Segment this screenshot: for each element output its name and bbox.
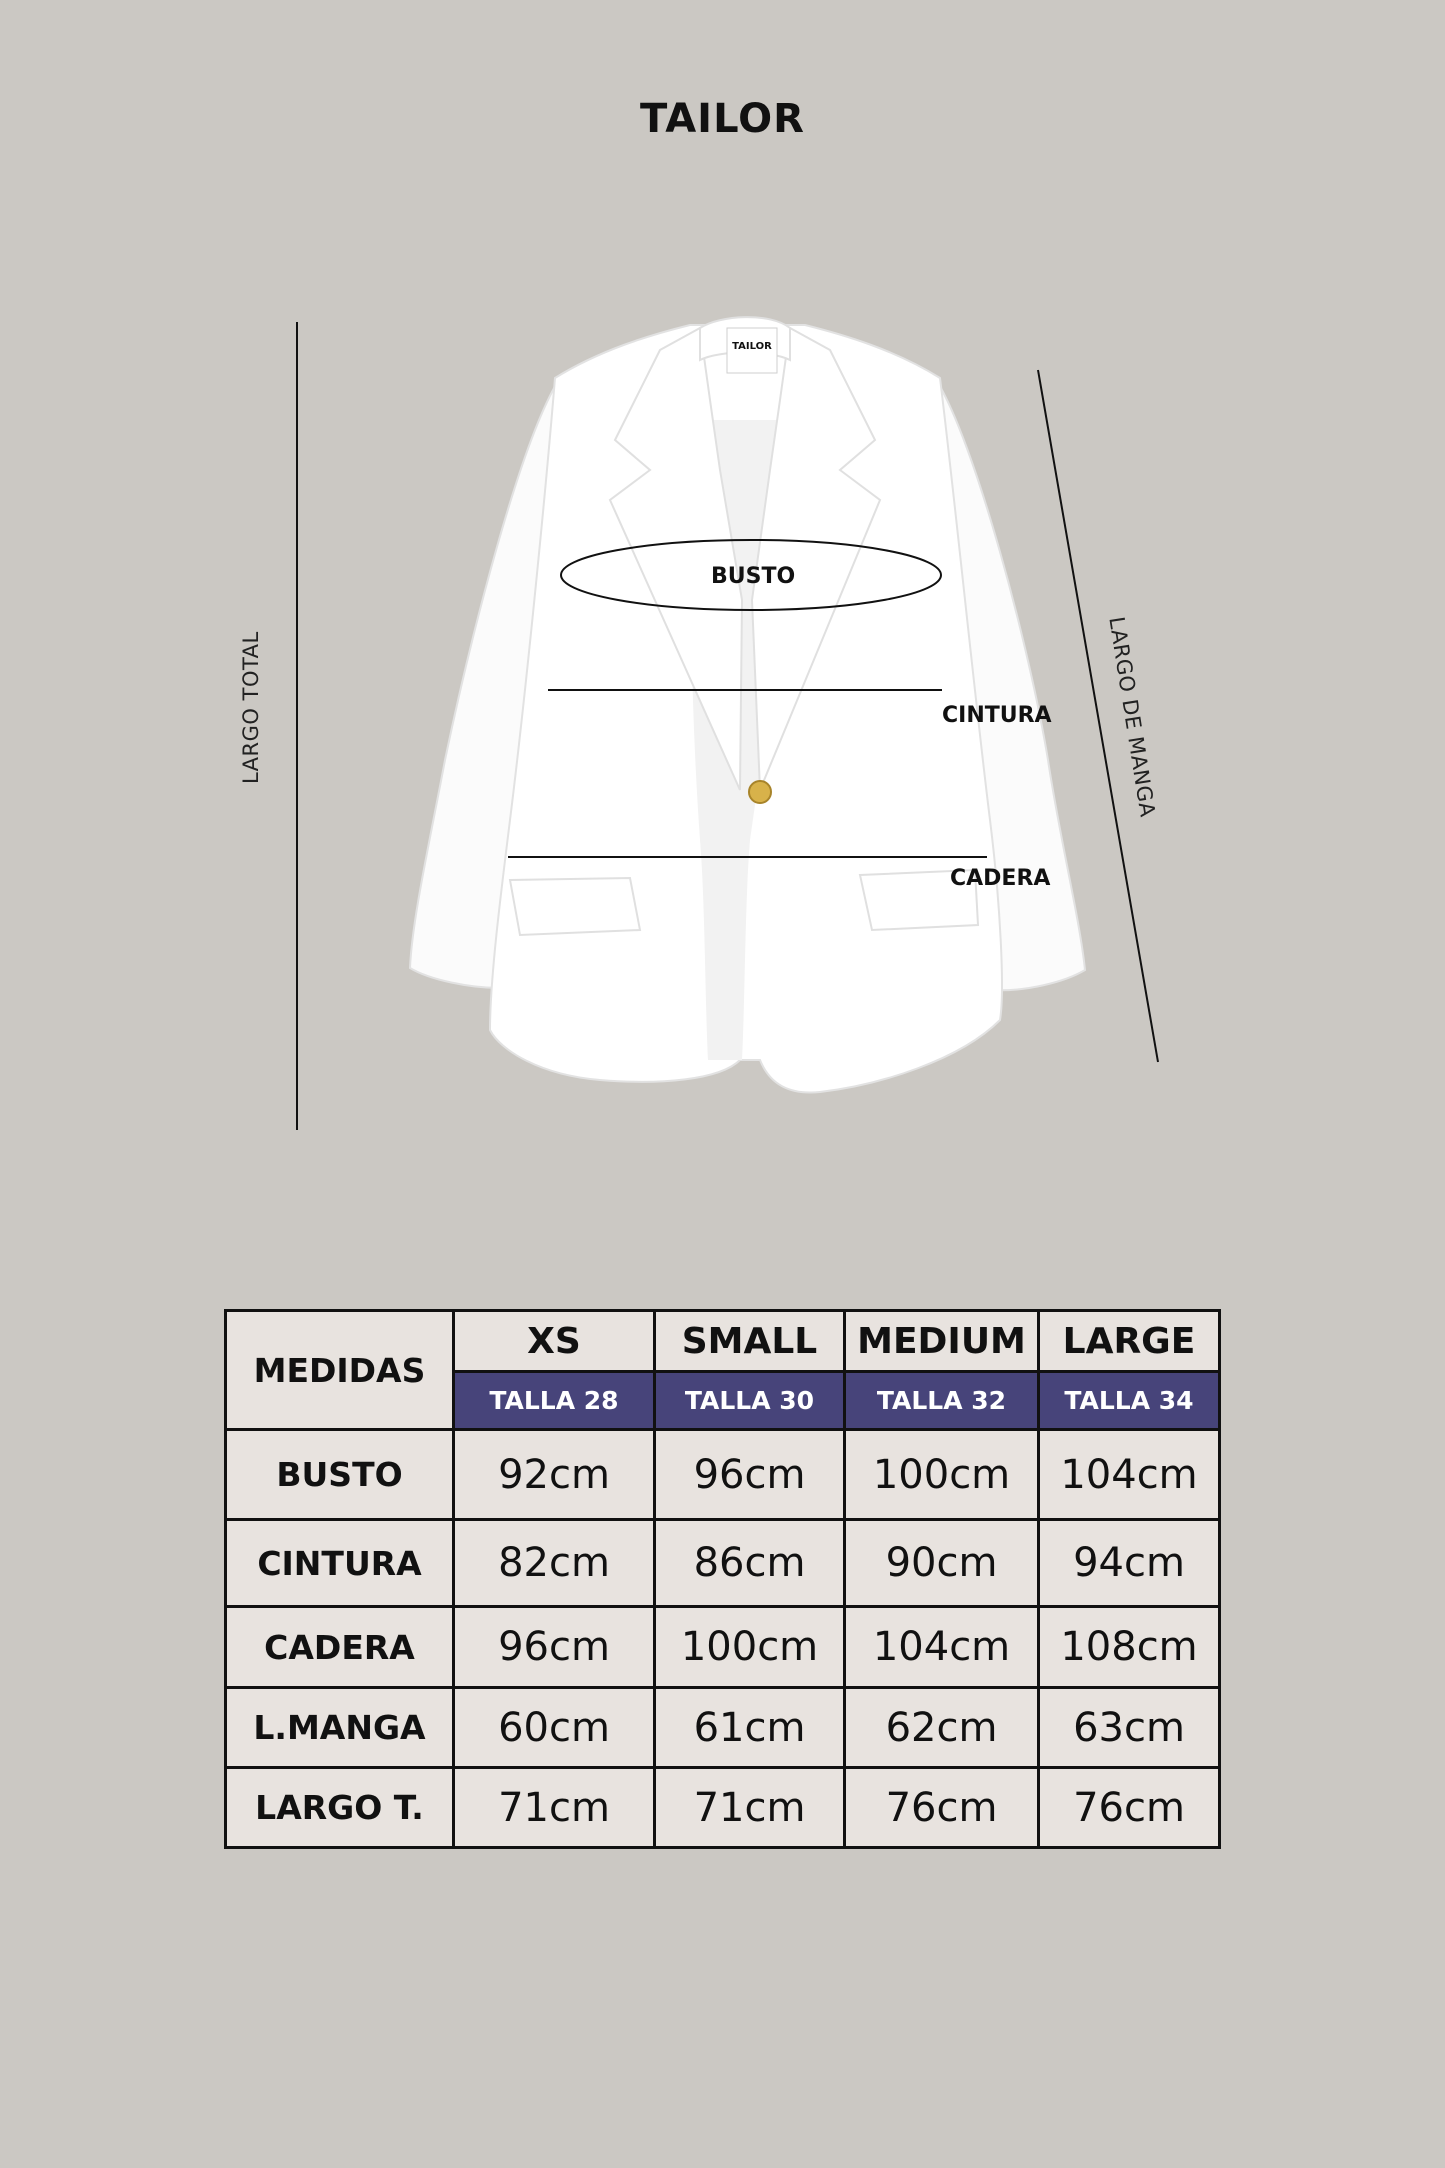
row-label-cadera: CADERA <box>226 1607 454 1688</box>
hip-label: CADERA <box>950 866 1051 891</box>
table-cell: 61cm <box>655 1688 845 1768</box>
table-cell: 104cm <box>845 1607 1039 1688</box>
table-cell: 104cm <box>1039 1430 1220 1520</box>
talla-xs: TALLA 28 <box>454 1372 655 1430</box>
table-cell: 100cm <box>845 1430 1039 1520</box>
size-header-xs: XS <box>454 1311 655 1372</box>
size-header-large: LARGE <box>1039 1311 1220 1372</box>
sleeve-length-label: LARGO DE MANGA <box>1104 615 1160 819</box>
table-cell: 76cm <box>1039 1768 1220 1848</box>
table-cell: 71cm <box>655 1768 845 1848</box>
size-chart-table <box>224 1309 1221 1849</box>
table-cell: 96cm <box>655 1430 845 1520</box>
measures-header: MEDIDAS <box>226 1311 454 1430</box>
table-cell: 71cm <box>454 1768 655 1848</box>
table-cell: 96cm <box>454 1607 655 1688</box>
talla-large: TALLA 34 <box>1039 1372 1220 1430</box>
left-pocket-flap <box>510 878 640 935</box>
row-label-cintura: CINTURA <box>226 1520 454 1607</box>
table-row <box>226 1520 1220 1607</box>
table-cell: 60cm <box>454 1688 655 1768</box>
row-label-busto: BUSTO <box>226 1430 454 1520</box>
size-header-medium: MEDIUM <box>845 1311 1039 1372</box>
brand-logo: TAILOR <box>640 96 805 142</box>
row-label-largo: LARGO T. <box>226 1768 454 1848</box>
table-cell: 90cm <box>845 1520 1039 1607</box>
table-row <box>226 1607 1220 1688</box>
table-cell: 92cm <box>454 1430 655 1520</box>
table-cell: 86cm <box>655 1520 845 1607</box>
table-cell: 76cm <box>845 1768 1039 1848</box>
table-row <box>226 1768 1220 1848</box>
table-cell: 63cm <box>1039 1688 1220 1768</box>
talla-medium: TALLA 32 <box>845 1372 1039 1430</box>
bust-label: BUSTO <box>711 564 796 589</box>
total-length-label: LARGO TOTAL <box>239 631 263 784</box>
table-cell: 108cm <box>1039 1607 1220 1688</box>
size-header-small: SMALL <box>655 1311 845 1372</box>
gold-button-icon <box>749 781 771 803</box>
table-cell: 94cm <box>1039 1520 1220 1607</box>
talla-small: TALLA 30 <box>655 1372 845 1430</box>
table-row <box>226 1430 1220 1520</box>
table-row <box>226 1688 1220 1768</box>
table-cell: 100cm <box>655 1607 845 1688</box>
table-cell: 82cm <box>454 1520 655 1607</box>
table-cell: 62cm <box>845 1688 1039 1768</box>
row-label-lmanga: L.MANGA <box>226 1688 454 1768</box>
brand-tag-text: TAILOR <box>732 341 772 352</box>
waist-label: CINTURA <box>942 703 1052 728</box>
